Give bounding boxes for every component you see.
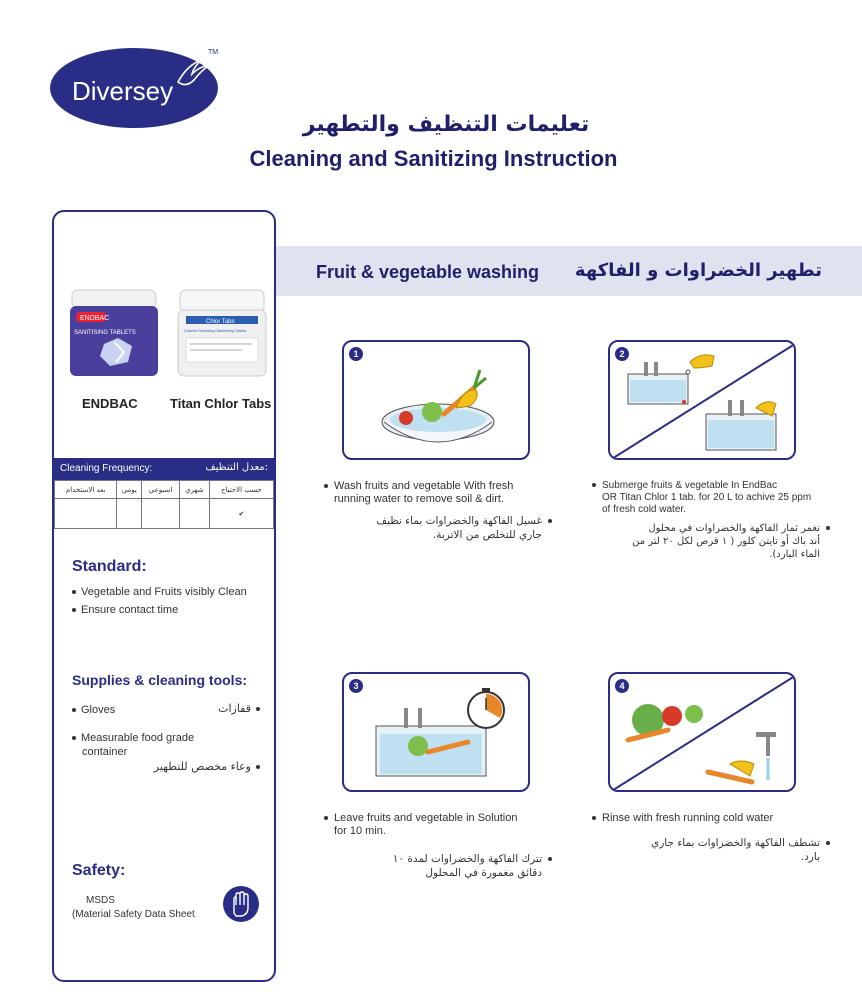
- titan-chlor-product-image: [172, 282, 272, 382]
- info-panel: [52, 210, 276, 982]
- step-number: 2: [615, 347, 629, 361]
- step-4-text-ar: تشطف الفاكهة والخضراوات بماء جاري بارد.: [580, 836, 830, 864]
- standard-item: Vegetable and Fruits visibly Clean: [72, 586, 247, 598]
- supply-item-gloves: Gloves: [72, 704, 115, 716]
- endbac-product-image: [64, 282, 164, 382]
- endbac-jar-label: ENDBAC: [80, 315, 110, 322]
- freq-col-as-needed: حسب الاحتياج: [209, 481, 273, 499]
- freq-cell: [55, 499, 117, 529]
- step-4-text-en: Rinse with fresh running cold water: [592, 812, 773, 825]
- sink-timer-image: [344, 674, 530, 792]
- step-3-illustration: [342, 672, 530, 792]
- msds-text: MSDS (Material Safety Data Sheet: [72, 895, 195, 920]
- section-title-ar: تطهير الخضراوات و الفاكهة: [574, 260, 822, 281]
- sink-submerge-image: [610, 342, 796, 460]
- step-2-text-en: Submerge fruits & vegetable In EndBac OR Titan Chlor 1 tab. for 20 L to achive 25 ppm of fresh cold water.: [592, 480, 811, 516]
- step-2-text-ar: تغمر ثمار الفاكهة والخضراوات في محلول أند باك أو تايتن كلور ( ١ قرص لكل ٢٠ لتر من الماء البارد).: [590, 522, 830, 561]
- step-2-illustration: [608, 340, 796, 460]
- supply-item-container-ar: وعاء مخصص للتطهير: [154, 760, 260, 773]
- supply-item-container-cont: container: [82, 746, 128, 758]
- titan-jar-label: Chlor Tabs: [206, 319, 235, 325]
- title-arabic: تعليمات التنظيف والتطهير: [302, 112, 590, 137]
- standard-heading: Standard:: [72, 558, 147, 575]
- frequency-table: [54, 480, 274, 529]
- cleaning-frequency-bar: [54, 458, 274, 480]
- step-1-text-ar: غسيل الفاكهة والخضراوات بماء نظيف جاري للتخلص من الاتربة.: [300, 514, 552, 542]
- freq-col-daily: يومي: [117, 481, 142, 499]
- brand-name: Diversey: [72, 76, 174, 106]
- frequency-label-ar: معدل التنظيف:: [205, 462, 268, 473]
- step-1-text-en: Wash fruits and vegetable With fresh running water to remove soil & dirt.: [324, 480, 513, 506]
- trademark: TM: [208, 49, 219, 56]
- supplies-heading: Supplies & cleaning tools:: [72, 672, 248, 688]
- step-number: 3: [349, 679, 363, 693]
- checkmark-icon: ✔: [209, 499, 273, 529]
- rinse-image: [610, 674, 796, 792]
- freq-col-after-use: بعد الاستخدام: [55, 481, 117, 499]
- product-name-titan: Titan Chlor Tabs: [170, 396, 272, 411]
- freq-cell: [117, 499, 142, 529]
- supply-item-gloves-ar: قفازات: [218, 702, 260, 715]
- titan-jar-sub: Chlorine Releasing Disinfecting Tablets: [184, 329, 247, 333]
- step-number: 4: [615, 679, 629, 693]
- step-3-text-en: Leave fruits and vegetable in Solution for 10 min.: [324, 812, 517, 838]
- product-name-endbac: ENDBAC: [82, 396, 138, 411]
- step-number: 1: [349, 347, 363, 361]
- step-4-illustration: [608, 672, 796, 792]
- step-1-illustration: [342, 340, 530, 460]
- section-title-en: Fruit & vegetable washing: [316, 262, 540, 282]
- supply-item-container: Measurable food grade: [72, 732, 194, 744]
- gloves-icon: [222, 885, 260, 923]
- freq-col-monthly: شهري: [179, 481, 209, 499]
- standard-item: Ensure contact time: [72, 604, 178, 616]
- bowl-washing-image: [344, 342, 530, 460]
- step-3-text-ar: تترك الفاكهة والخضراوات لمدة ١٠ دقائق مغمورة في المحلول: [300, 852, 552, 880]
- freq-cell: [142, 499, 180, 529]
- title-english: Cleaning and Sanitizing Instruction: [249, 146, 618, 171]
- freq-cell: [179, 499, 209, 529]
- endbac-jar-sub: SANITISING TABLETS: [74, 330, 136, 336]
- freq-col-weekly: اسبوعي: [142, 481, 180, 499]
- safety-heading: Safety:: [72, 862, 126, 879]
- frequency-label-en: Cleaning Frequency:: [60, 463, 153, 474]
